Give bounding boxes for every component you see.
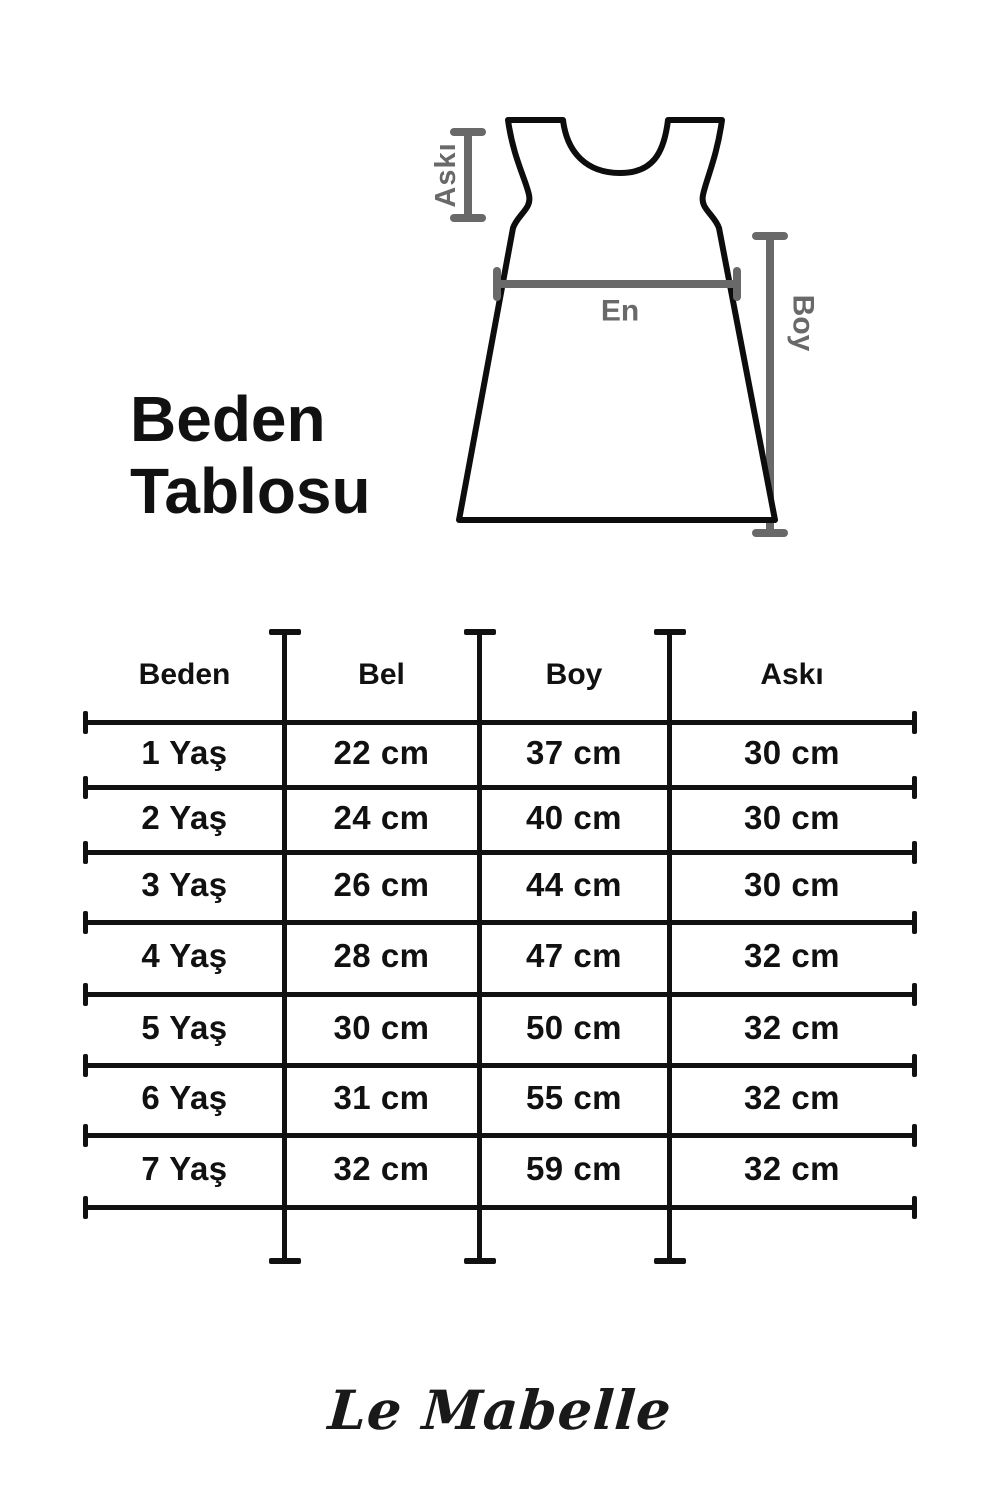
table-cell: 32 cm [743,937,841,974]
table-cell: 26 cm [333,866,430,903]
table-cell: 28 cm [333,937,430,974]
table-cell: 4 Yaş [141,937,228,974]
table-horizontal-rule [85,1205,915,1210]
table-cell: 3 Yaş [141,866,228,903]
table-cell: 30 cm [743,733,841,771]
column-header-boy: Boy [545,658,603,691]
dress-diagram [430,95,830,555]
size-table [85,630,915,1263]
page-title-line1: Beden [130,383,326,455]
page-title [130,383,371,527]
en-measure-label: En [600,294,640,328]
table-cell: 30 cm [333,1008,430,1046]
table-cell: 37 cm [525,733,623,771]
brand-logo: Le Mabelle [326,1378,674,1442]
table-cell: 24 cm [333,798,430,836]
table-cell: 30 cm [743,798,841,836]
table-cell: 30 cm [743,866,841,903]
table-cell: 5 Yaş [141,1008,228,1046]
table-cell: 6 Yaş [141,1079,228,1116]
table-cell: 7 Yaş [141,1150,228,1187]
table-cell: 32 cm [333,1150,430,1187]
table-cell: 32 cm [743,1150,841,1187]
table-cell: 32 cm [743,1008,841,1046]
column-header-bel: Bel [358,658,405,691]
table-cell: 22 cm [333,733,430,771]
aski-measure-label: Askı [430,142,462,208]
table-cell: 31 cm [333,1079,430,1116]
table-cell: 50 cm [525,1008,623,1046]
table-cell: 2 Yaş [141,798,228,836]
page-title-line2: Tablosu [130,455,371,527]
table-cell: 59 cm [525,1150,623,1187]
table-cell: 40 cm [525,798,623,836]
column-header-beden: Beden [138,658,231,691]
table-cell: 47 cm [525,937,623,974]
table-cell: 44 cm [525,866,623,903]
column-header-aski: Askı [760,658,824,691]
table-cell: 32 cm [743,1079,841,1116]
table-cell: 1 Yaş [141,733,228,771]
table-cell: 55 cm [525,1079,623,1116]
boy-measure-label: Boy [786,294,820,352]
